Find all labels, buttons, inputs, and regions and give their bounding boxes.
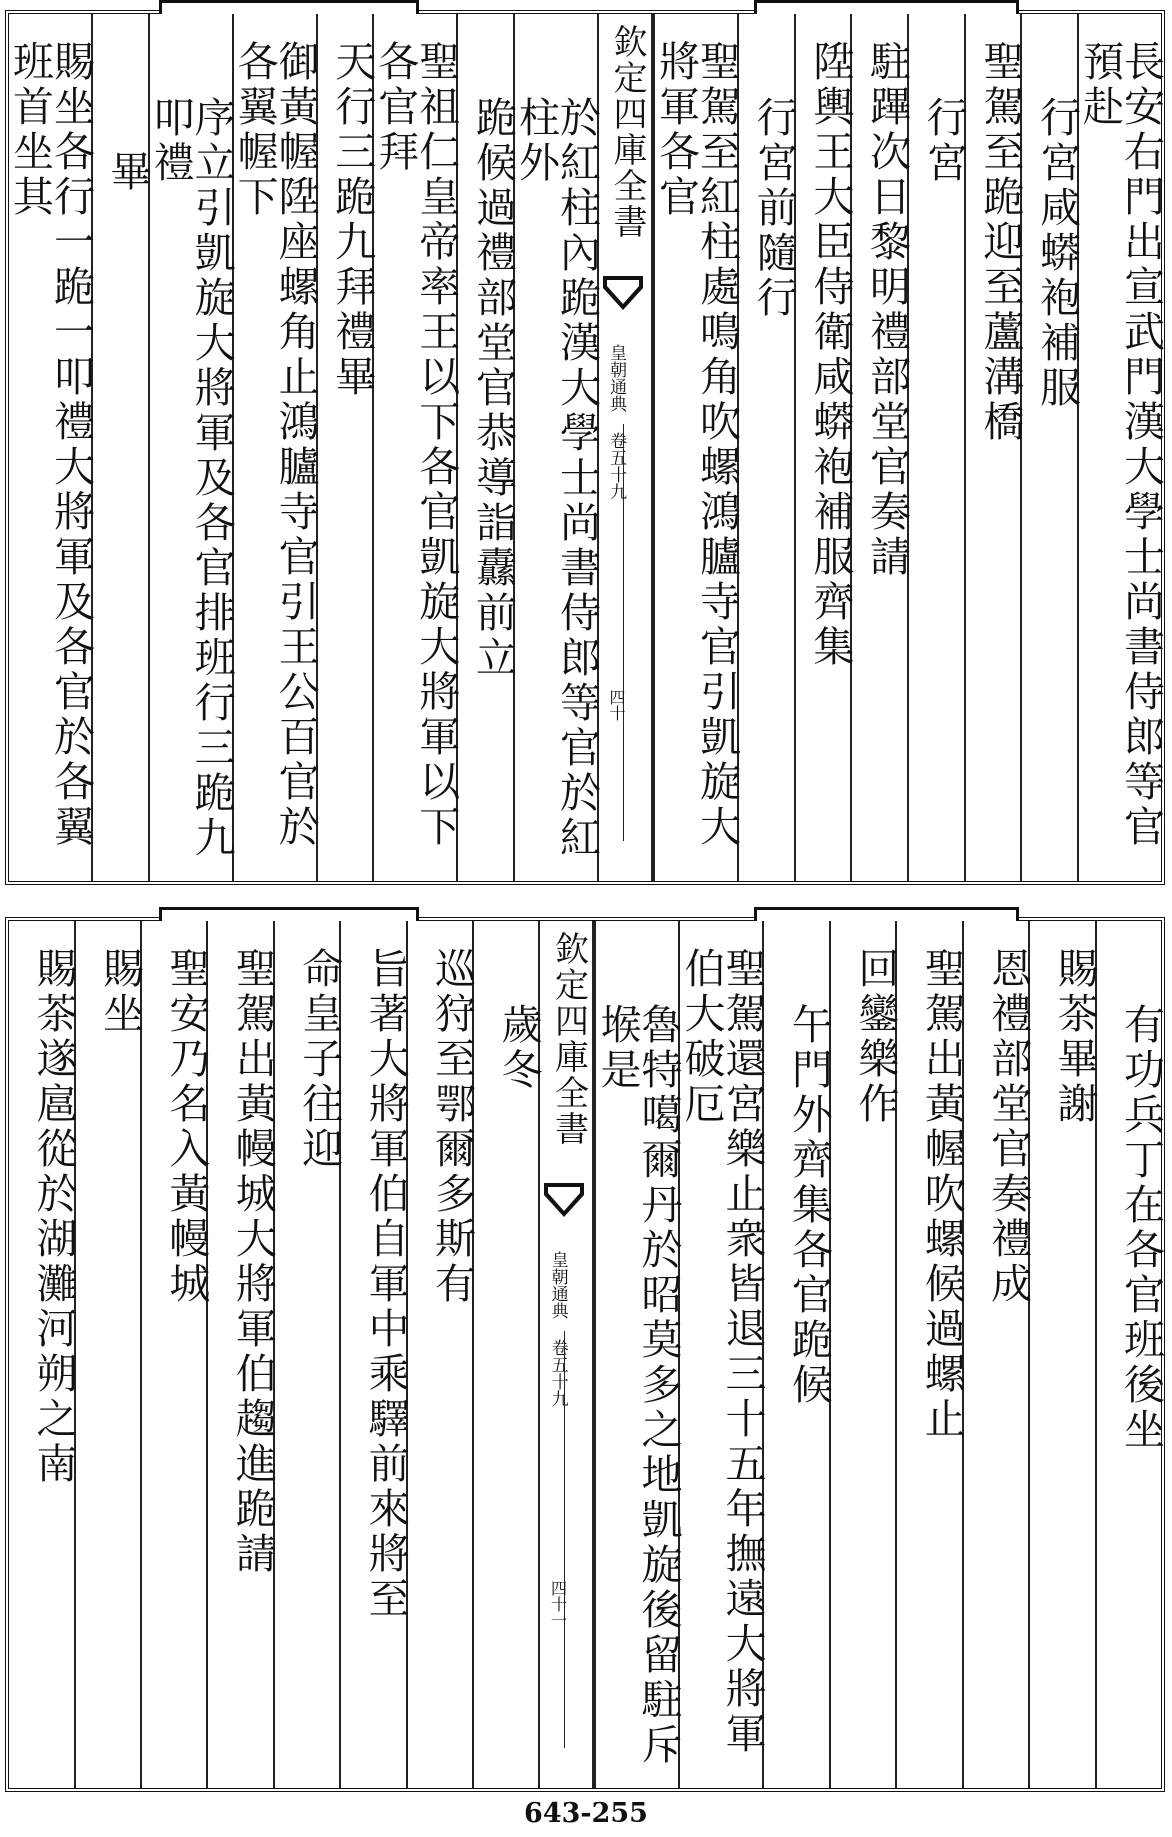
column-text: 聖祖仁皇帝率王以下各官凱旋大將軍以下各官拜 — [371, 40, 461, 850]
text-column — [962, 921, 1033, 1788]
text-column — [206, 921, 277, 1788]
fold-line — [623, 424, 624, 841]
text-column — [677, 921, 767, 1788]
text-column — [456, 14, 517, 881]
column-text: 行宮咸蟒袍補服 — [1033, 96, 1081, 411]
text-column — [907, 14, 968, 881]
column-text: 跪候過禮部堂官恭導詣纛前立 — [468, 96, 517, 681]
book-title: 欽定四庫全書 — [548, 931, 589, 1147]
frame-notch — [159, 0, 419, 14]
column-text: 御黃幄陞座螺角止鴻臚寺官引王公百官於各翼幄下 — [230, 40, 320, 850]
frame-notch — [159, 907, 419, 921]
center-fold — [538, 921, 594, 1788]
center-fold — [597, 14, 653, 881]
text-column — [593, 921, 683, 1788]
page-bottom — [5, 917, 1165, 1792]
frame-notch — [754, 907, 1019, 921]
volume-label: 卷五十九 — [547, 1339, 568, 1407]
column-text: 長安右門出宣武門漢大學士尚書侍郎等官預赴 — [1076, 40, 1165, 850]
column-text: 魯特噶爾丹於昭莫多之地凱旋後留駐斥堠是 — [593, 1003, 683, 1768]
text-column — [5, 14, 95, 881]
columns — [5, 14, 1165, 881]
text-column — [316, 14, 377, 881]
column-text: 賜茶遂扈從於湖灘河朔之南 — [29, 947, 78, 1487]
text-column — [140, 921, 211, 1788]
column-text: 午門外齊集各官跪候 — [784, 1003, 833, 1408]
column-text: 聖駕出黃幄吹螺候過螺止 — [917, 947, 966, 1442]
frame-notch — [754, 0, 1019, 14]
fishtail-mark-icon — [601, 274, 645, 314]
text-column — [371, 14, 461, 881]
column-text: 序立引凱旋大將軍及各官排班行三跪九叩禮 — [146, 96, 236, 861]
text-column — [74, 921, 144, 1788]
column-text: 聖駕出黃幔城大將軍伯趨進跪請 — [228, 947, 277, 1577]
text-column — [511, 14, 601, 881]
text-column — [964, 14, 1025, 881]
text-column — [1076, 14, 1165, 881]
fishtail-mark-icon — [542, 1181, 586, 1221]
page-top — [5, 10, 1165, 885]
text-column — [850, 14, 911, 881]
column-text: 於紅柱內跪漢大學士尚書侍郎等官於紅柱外 — [511, 96, 601, 861]
text-column — [406, 921, 477, 1788]
column-text: 行宮 — [919, 96, 968, 186]
text-column — [794, 14, 855, 881]
book-title: 欽定四庫全書 — [606, 24, 647, 240]
column-text: 賜坐 — [95, 947, 144, 1037]
fold-line — [564, 1331, 565, 1748]
page-number: 四十 — [606, 689, 626, 721]
column-text: 駐蹕次日黎明禮部堂官奏請 — [862, 40, 911, 580]
text-column — [895, 921, 966, 1788]
column-text: 行宮前隨行 — [749, 96, 798, 321]
column-text: 賜茶畢謝 — [1050, 947, 1099, 1127]
text-column — [1095, 921, 1165, 1788]
column-text: 聖安乃名入黃幔城 — [162, 947, 211, 1307]
column-text: 陞輿王大臣侍衛咸蟒袍補服齊集 — [806, 40, 855, 670]
text-column — [1028, 921, 1099, 1788]
text-column — [1020, 14, 1081, 881]
column-text: 畢 — [103, 150, 152, 195]
column-text: 天行三跪九拜禮畢 — [328, 40, 377, 400]
page-number: 四十一 — [548, 1580, 568, 1628]
column-text: 歲冬 — [494, 1003, 543, 1093]
text-column — [230, 14, 320, 881]
column-text: 命皇子往迎 — [295, 947, 344, 1172]
text-column — [9, 921, 78, 1788]
source-title: 皇朝通典 — [547, 1251, 568, 1319]
text-column — [91, 14, 152, 881]
column-text: 有功兵丁在各官班後坐 — [1117, 1003, 1165, 1453]
source-title: 皇朝通典 — [606, 344, 627, 412]
volume-label: 卷五十九 — [606, 432, 627, 500]
text-column — [339, 921, 410, 1788]
column-text: 巡狩至鄂爾多斯有 — [428, 947, 477, 1307]
column-text: 恩禮部堂官奏禮成 — [984, 947, 1033, 1307]
text-column — [829, 921, 900, 1788]
text-column — [146, 14, 236, 881]
column-text: 聖駕至紅柱處鳴角吹螺鴻臚寺官引凱旋大將軍各官 — [651, 40, 741, 850]
text-column — [472, 921, 543, 1788]
text-column — [737, 14, 798, 881]
column-text: 聖駕還宮樂止衆皆退三十五年撫遠大將軍伯大破厄 — [677, 947, 767, 1757]
columns — [9, 921, 1165, 1788]
column-text: 聖駕至跪迎至蘆溝橋 — [976, 40, 1025, 445]
column-text: 回鑾樂作 — [851, 947, 900, 1127]
text-column — [651, 14, 741, 881]
column-text: 旨著大將軍伯自軍中乘驛前來將至 — [361, 947, 410, 1622]
column-text: 賜坐各行一跪一叩禮大將軍及各官於各翼班首坐其 — [5, 40, 95, 850]
text-column — [762, 921, 833, 1788]
footer-page-code: 643-255 — [524, 1798, 648, 1829]
text-column — [273, 921, 344, 1788]
